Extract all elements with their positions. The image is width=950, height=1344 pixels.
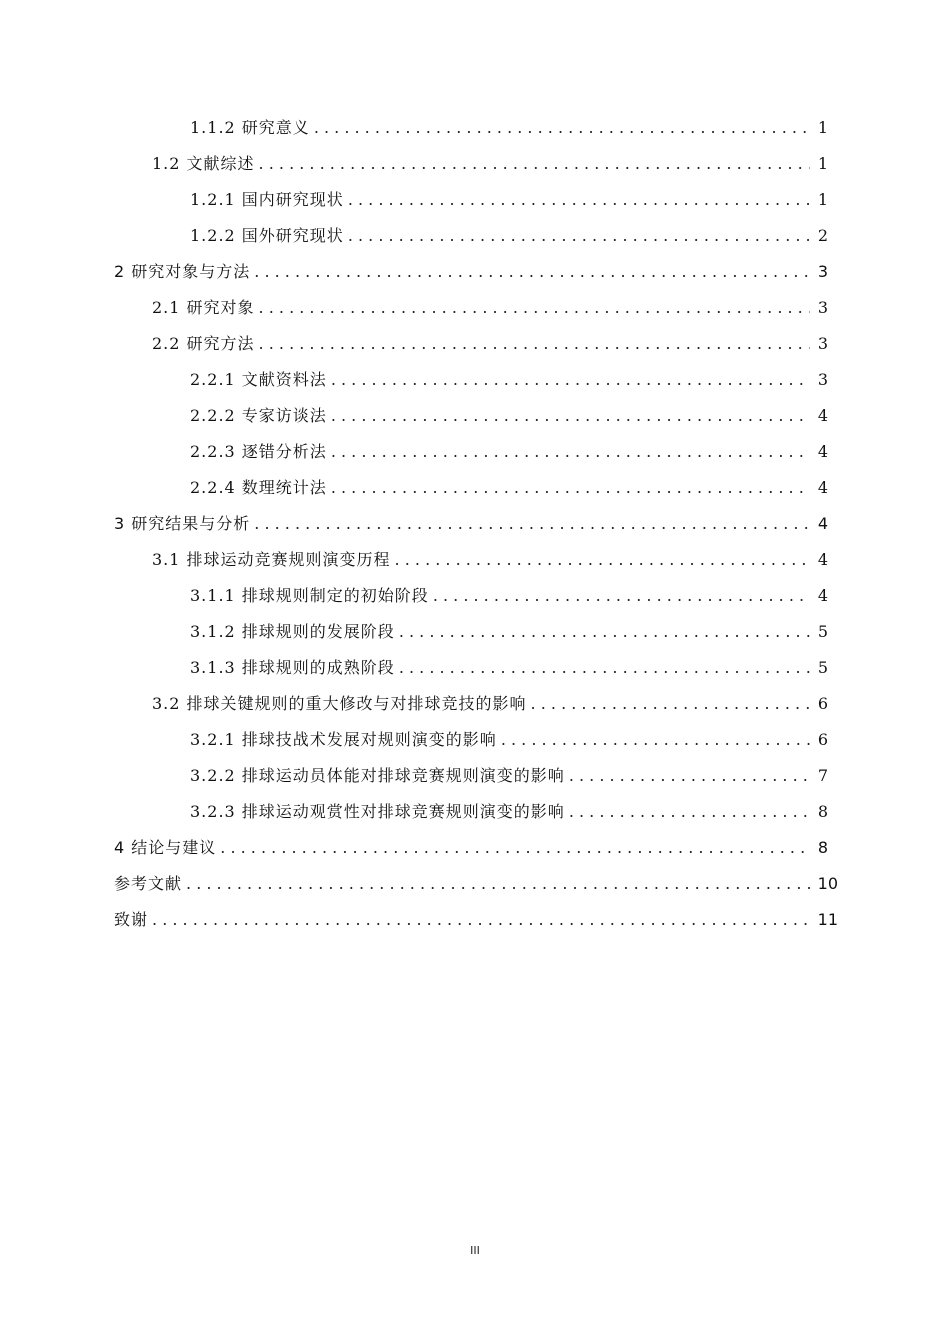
toc-entry[interactable] xyxy=(190,761,828,791)
dot-leader xyxy=(399,653,810,683)
dot-leader xyxy=(348,185,810,215)
toc-entry-title: 3.2.3 排球运动观赏性对排球竞赛规则演变的影响 xyxy=(190,802,565,821)
toc-entry-page: 1 xyxy=(817,118,828,137)
toc-entry-title: 2.2.2 专家访谈法 xyxy=(190,406,327,425)
toc-entry-page: 6 xyxy=(817,694,828,713)
toc-entry-title: 4 结论与建议 xyxy=(114,838,217,857)
dot-leader xyxy=(569,797,810,827)
toc-entry-page: 8 xyxy=(817,838,828,857)
toc-entry-page: 4 xyxy=(817,550,828,569)
toc-entry-title: 致谢 xyxy=(114,910,149,929)
dot-leader xyxy=(254,509,810,539)
toc-entry-page: 7 xyxy=(817,766,828,785)
toc-entry-page: 4 xyxy=(817,406,828,425)
toc-entry-title: 2.2.4 数理统计法 xyxy=(190,478,327,497)
dot-leader xyxy=(314,113,810,143)
toc-entry-title: 3.2.2 排球运动员体能对排球竞赛规则演变的影响 xyxy=(190,766,565,785)
toc-entry-title: 3 研究结果与分析 xyxy=(114,514,251,533)
toc-entry[interactable] xyxy=(190,113,828,143)
toc-entry-title: 2 研究对象与方法 xyxy=(114,262,251,281)
dot-leader xyxy=(399,617,810,647)
dot-leader xyxy=(331,401,810,431)
toc-entry[interactable] xyxy=(152,545,828,575)
toc-entry[interactable] xyxy=(190,725,828,755)
toc-entry[interactable] xyxy=(190,617,828,647)
toc-entry[interactable] xyxy=(152,149,828,179)
dot-leader xyxy=(259,293,810,323)
toc-entry[interactable] xyxy=(152,329,828,359)
toc-entry[interactable] xyxy=(114,509,828,539)
toc-entry-title: 2.2 研究方法 xyxy=(152,334,255,353)
toc-entry[interactable] xyxy=(190,653,828,683)
toc-entry-page: 8 xyxy=(817,802,828,821)
toc-entry-title: 2.2.3 逐错分析法 xyxy=(190,442,327,461)
toc-entry[interactable] xyxy=(190,437,828,467)
dot-leader xyxy=(433,581,810,611)
toc-entry[interactable] xyxy=(190,185,828,215)
toc-entry-title: 3.2 排球关键规则的重大修改与对排球竞技的影响 xyxy=(152,694,527,713)
toc-entry-title: 1.2.2 国外研究现状 xyxy=(190,226,344,245)
toc-entry[interactable] xyxy=(190,401,828,431)
toc-entry-page: 4 xyxy=(817,586,828,605)
toc-entry[interactable] xyxy=(114,833,828,863)
toc-entry-page: 2 xyxy=(817,226,828,245)
toc-entry[interactable] xyxy=(190,221,828,251)
toc-entry[interactable] xyxy=(152,293,828,323)
dot-leader xyxy=(331,365,810,395)
toc-entry-title: 3.1.2 排球规则的发展阶段 xyxy=(190,622,395,641)
toc-entry-title: 3.1 排球运动竞赛规则演变历程 xyxy=(152,550,391,569)
toc-entry-title: 1.2 文献综述 xyxy=(152,154,255,173)
toc-entry[interactable] xyxy=(114,869,838,899)
toc-entry-title: 3.1.1 排球规则制定的初始阶段 xyxy=(190,586,429,605)
toc-entry-page: 6 xyxy=(817,730,828,749)
toc-entry-title: 3.1.3 排球规则的成熟阶段 xyxy=(190,658,395,677)
dot-leader xyxy=(531,689,810,719)
toc-entry-title: 3.2.1 排球技战术发展对规则演变的影响 xyxy=(190,730,497,749)
dot-leader xyxy=(259,329,810,359)
toc-entry-page: 4 xyxy=(817,478,828,497)
toc-entry[interactable] xyxy=(152,689,828,719)
dot-leader xyxy=(395,545,810,575)
toc-entry-page: 5 xyxy=(817,658,828,677)
toc-entry[interactable] xyxy=(190,473,828,503)
toc-entry-page: 11 xyxy=(817,910,838,929)
toc-entry-title: 2.1 研究对象 xyxy=(152,298,255,317)
toc-entry[interactable] xyxy=(190,797,828,827)
toc-entry-page: 1 xyxy=(817,154,828,173)
toc-entry-page: 10 xyxy=(817,874,838,893)
dot-leader xyxy=(259,149,810,179)
toc-entry-page: 3 xyxy=(817,370,828,389)
toc-entry[interactable] xyxy=(190,365,828,395)
toc-entry[interactable] xyxy=(114,905,838,935)
toc-entry-title: 1.2.1 国内研究现状 xyxy=(190,190,344,209)
toc-entry[interactable] xyxy=(190,581,828,611)
toc-entry[interactable] xyxy=(114,257,828,287)
toc-entry-page: 4 xyxy=(817,514,828,533)
dot-leader xyxy=(186,869,812,899)
toc-entry-page: 1 xyxy=(817,190,828,209)
toc-entry-title: 2.2.1 文献资料法 xyxy=(190,370,327,389)
dot-leader xyxy=(569,761,810,791)
dot-leader xyxy=(220,833,810,863)
toc-entry-title: 1.1.2 研究意义 xyxy=(190,118,310,137)
dot-leader xyxy=(152,905,812,935)
toc-entry-page: 3 xyxy=(817,298,828,317)
toc-entry-page: 3 xyxy=(817,334,828,353)
dot-leader xyxy=(501,725,810,755)
toc-entry-page: 5 xyxy=(817,622,828,641)
toc-entry-page: 3 xyxy=(817,262,828,281)
dot-leader xyxy=(348,221,810,251)
dot-leader xyxy=(331,473,810,503)
dot-leader xyxy=(254,257,810,287)
toc-entry-page: 4 xyxy=(817,442,828,461)
dot-leader xyxy=(331,437,810,467)
toc-entry-title: 参考文献 xyxy=(114,874,183,893)
page-number-footer: III xyxy=(470,1244,480,1257)
